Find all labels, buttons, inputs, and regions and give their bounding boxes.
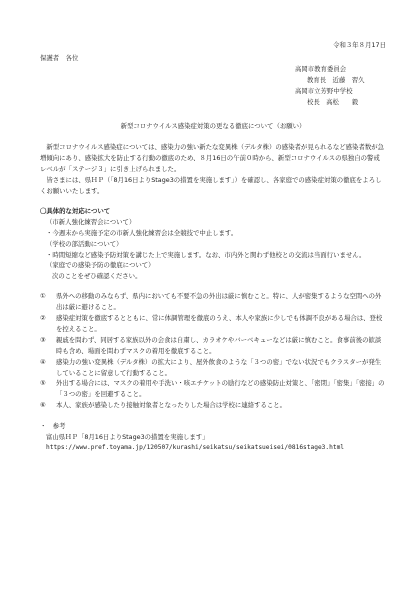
intro-paragraph: 新型コロナウイルス感染症については、感染力の強い新たな変異株（デルタ株）の感染者が見られるなど感染者数が急増傾向にあり、感染拡大を防止する行動の徹底のため、８月16日の午前０時から、新型コロナウイルスの県独自の警戒レベルが「ステージ３」に引き上げられました。	[40, 143, 385, 174]
reference-heading: ・ 参考	[40, 422, 66, 431]
document-title: 新型コロナウイルス感染症対策の更なる徹底について（お願い）	[120, 122, 306, 131]
sender-line: 高岡市立芳野中学校	[295, 86, 353, 95]
item-marker: ①	[40, 292, 46, 301]
document-date: 令和３年８月17日	[333, 41, 386, 49]
sender-line: 教育長 近藤 習久	[307, 75, 365, 84]
subheading: （市新人強化練習会について）	[46, 217, 136, 226]
item-text: 本人、家族が感染したり接触対象者となったりした場合は学校に連絡すること。	[56, 401, 287, 410]
subheading: （家庭での感染予防の徹底について）	[46, 261, 155, 270]
item-marker: ⑤	[40, 379, 46, 388]
reference-line: 富山県ＨＰ「8月16日よりStage3の措置を実施します」	[46, 433, 209, 442]
item-text: 県外への移動のみならず、県内においても不要不急の外出は厳に慎むこと。特に、人が密集するような空間への外出は厳に避けること。	[56, 292, 382, 312]
sender-block	[295, 64, 386, 108]
sender-line: 校長 高松 毅	[307, 97, 359, 106]
item-text: 感染症対策を徹底するとともに、常に体調管理を徹底のうえ、本人や家族に少しでも体調不良がある場合は、登校を控えること。	[56, 314, 383, 333]
numbered-item	[40, 400, 386, 411]
item-marker: ⑥	[40, 401, 46, 410]
item-text: 感染力の強い変異株（デルタ株）の拡大により、屋外飲食のような「３つの密」でない状況でもクラスターが発生していることに留意して行動すること。	[56, 357, 382, 377]
section-heading: 〇具体的な対応について	[40, 206, 111, 215]
recipient: 保護者 各位	[40, 53, 79, 62]
lead-text: 次のことをぜひ確認ください。	[52, 272, 142, 281]
sender-line: 高岡市教育委員会	[295, 64, 347, 73]
numbered-item	[40, 313, 386, 335]
item-text: 親戚を問わず、同居する家族以外の会食は自粛し、カラオケやバーベキューなどは厳に慎むこと。食事前後の歓談時も含め、場面を問わずマスクの着用を徹底すること。	[56, 335, 382, 355]
numbered-item	[40, 335, 386, 357]
numbered-item	[40, 378, 386, 400]
numbered-item	[40, 357, 386, 379]
subheading: （学校の部活動について）	[46, 239, 123, 248]
item-marker: ④	[40, 357, 46, 366]
reference-url[interactable]: https://www.pref.toyama.jp/120507/kurashi/seikatsu/seikatsueisei/0816stage3.html	[46, 444, 345, 451]
bullet-item: ・今週末から実施予定の市新人強化練習会は全競技で中止します。	[46, 228, 238, 237]
item-marker: ③	[40, 335, 46, 344]
numbered-item	[40, 291, 386, 313]
intro-paragraph: 皆さまには、県ＨＰ（「8月16日よりStage3の措置を実施します」）を確認し、各家庭での感染症対策の徹底をよろしくお願いいたします。	[40, 176, 382, 195]
item-text: 外出する場合には、マスクの着用や手洗い・咳エチケットの励行などの感染防止対策と、「密閉」「密集」「密接」の「３つの密」を回避すること。	[56, 379, 385, 399]
bullet-item: ・時間短縮など感染予防対策を講じた上で実施します。なお、市内外と関わず他校との交流は当面行いません。	[46, 250, 366, 259]
item-marker: ②	[40, 314, 46, 323]
